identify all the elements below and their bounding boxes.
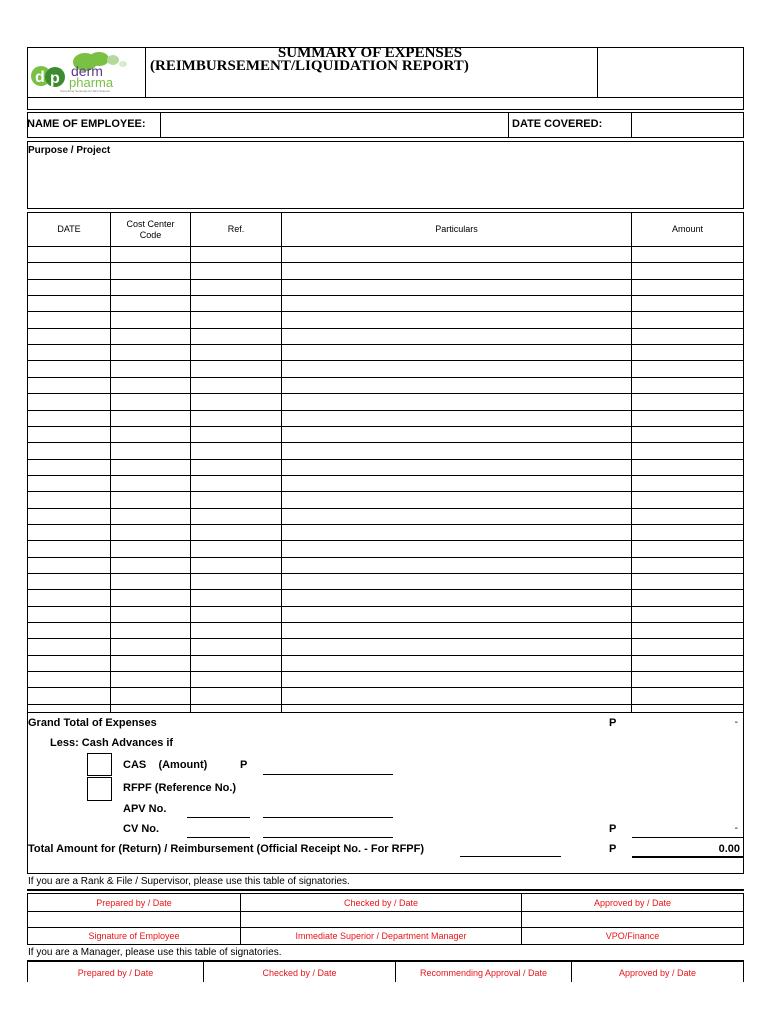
rank-file-note: If you are a Rank & File / Supervisor, please use this table of signatories.: [28, 876, 350, 887]
manager-checked-label: Checked by / Date: [262, 968, 337, 978]
col-header-particulars: Particulars: [435, 224, 478, 234]
table-row: [27, 491, 744, 492]
svg-text:d: d: [35, 69, 45, 86]
table-row: [27, 508, 744, 509]
manager-recommending-label: Recommending Approval / Date: [419, 968, 548, 978]
prepared-signature-field[interactable]: [29, 913, 239, 926]
less-cash-advances-label: Less: Cash Advances if: [50, 737, 174, 749]
col-header-cost-center-line1: Cost Center: [126, 219, 175, 229]
table-row: [27, 344, 744, 345]
purpose-field[interactable]: [29, 158, 741, 206]
official-receipt-line[interactable]: [460, 856, 561, 857]
cv-label: CV No.: [123, 823, 160, 835]
checked-signature-field[interactable]: [242, 913, 520, 926]
table-row: [27, 475, 744, 476]
logo-text-derm: derm: [71, 63, 103, 79]
manager-approved-label: Approved by / Date: [618, 968, 697, 978]
table-row: [27, 589, 744, 590]
signature-employee-label: Signature of Employee: [88, 931, 180, 941]
col-header-ref: Ref.: [227, 224, 245, 234]
logo-tagline: Something Seriously for Skin Science: [60, 89, 111, 93]
total-value: 0.00: [718, 843, 740, 855]
date-covered-label: DATE COVERED:: [512, 118, 603, 130]
total-peso: P: [609, 843, 617, 855]
cv-line-1[interactable]: [187, 837, 250, 838]
report-title-top: SUMMARY OF EXPENSES: [277, 45, 463, 61]
table-row: [27, 279, 744, 280]
table-row: [27, 311, 744, 312]
table-header-divider: [27, 246, 744, 247]
prepared-by-label: Prepared by / Date: [96, 898, 172, 908]
col-header-date: DATE: [57, 224, 81, 234]
col-header-amount: Amount: [671, 224, 704, 234]
cv-value: -: [734, 823, 738, 834]
total-return-label: Total Amount for (Return) / Reimbursement (Official Receipt No. - For RFPF): [28, 843, 425, 855]
table-row: [27, 573, 744, 574]
signature-vpo-label: VPO/Finance: [605, 931, 660, 941]
employee-name-field[interactable]: [162, 114, 506, 135]
table-row: [27, 459, 744, 460]
table-row: [27, 295, 744, 296]
col-header-cost-center-line2: Code: [139, 230, 162, 240]
cas-label: CAS (Amount): [123, 759, 208, 771]
table-row: [27, 360, 744, 361]
table-row: [27, 540, 744, 541]
grand-total-label: Grand Total of Expenses: [28, 717, 157, 729]
cv-line-2[interactable]: [263, 837, 393, 838]
col-header-cost-center: [111, 219, 190, 241]
report-title: (REIMBURSEMENT/LIQUIDATION REPORT): [150, 58, 469, 74]
table-row: [27, 638, 744, 639]
table-row: [27, 606, 744, 607]
table-row: [27, 410, 744, 411]
table-row: [27, 524, 744, 525]
rfpf-label: RFPF (Reference No.): [123, 782, 237, 794]
table-row: [27, 557, 744, 558]
grand-total-peso: P: [609, 717, 617, 729]
purpose-label: Purpose / Project: [28, 145, 111, 156]
table-row: [27, 377, 744, 378]
grand-total-value: -: [734, 717, 738, 728]
cas-checkbox[interactable]: [87, 753, 112, 776]
table-row: [27, 426, 744, 427]
table-row: [27, 622, 744, 623]
employee-name-label: NAME OF EMPLOYEE:: [27, 118, 146, 130]
signature-superior-label: Immediate Superior / Department Manager: [295, 931, 467, 941]
checked-by-label: Checked by / Date: [343, 898, 419, 908]
table-row: [27, 704, 744, 705]
svg-text:p: p: [50, 70, 60, 87]
table-row: [27, 655, 744, 656]
table-row: [27, 262, 744, 263]
cas-amount-line[interactable]: [263, 774, 393, 775]
table-row: [27, 442, 744, 443]
rfpf-checkbox[interactable]: [87, 777, 112, 801]
manager-note: If you are a Manager, please use this table of signatories.: [28, 947, 282, 958]
logo-text-pharma: pharma: [69, 75, 114, 90]
apv-line-1[interactable]: [187, 817, 250, 818]
table-row: [27, 687, 744, 688]
cas-peso: P: [240, 759, 248, 771]
manager-prepared-label: Prepared by / Date: [77, 968, 154, 978]
table-row: [27, 671, 744, 672]
apv-label: APV No.: [123, 803, 167, 815]
table-row: [27, 393, 744, 394]
approved-by-label: Approved by / Date: [593, 898, 672, 908]
apv-line-2[interactable]: [263, 817, 393, 818]
company-logo: [29, 50, 143, 95]
date-covered-field[interactable]: [633, 114, 741, 135]
table-row: [27, 328, 744, 329]
cv-peso: P: [609, 823, 617, 835]
approved-signature-field[interactable]: [523, 913, 742, 926]
